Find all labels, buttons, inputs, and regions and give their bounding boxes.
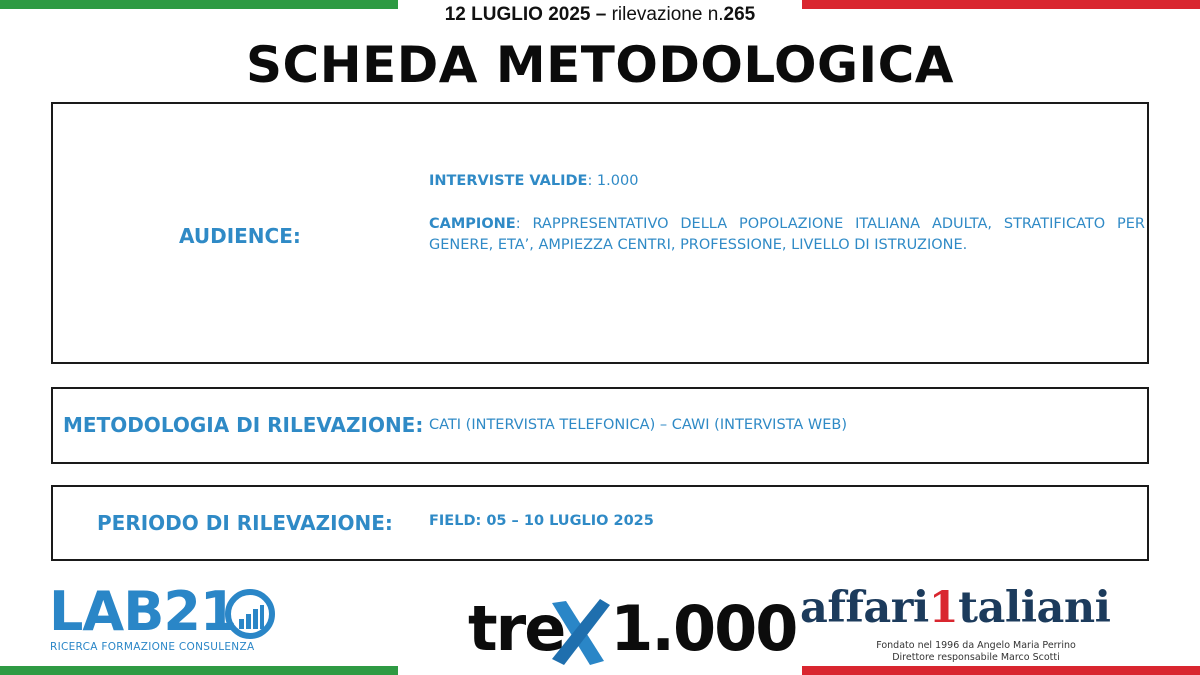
bar-chart-icon [237, 603, 265, 631]
survey-label: rilevazione n. [611, 4, 724, 25]
affaritaliani-logo [800, 580, 1152, 666]
sample-value: : RAPPRESENTATIVO DELLA POPOLAZIONE ITALIANA ADULTA, STRATIFICATO PER GENERE, ETA’, AMPIEZZA CENTRI, PROFESSIONE, LIVELLO DI ISTRUZIONE. [429, 216, 1145, 253]
valid-interviews-label: INTERVISTE VALIDE [429, 173, 588, 189]
tre-prefix: tre [468, 592, 565, 665]
audience-box [51, 102, 1149, 364]
flag-stripe-green-bottom [0, 666, 398, 675]
affari-part1: affari [800, 583, 929, 633]
survey-date: 12 LUGLIO 2025 [444, 4, 591, 25]
period-label: PERIODO DI RILEVAZIONE: [97, 511, 393, 535]
sample-description [429, 214, 1145, 256]
affari-founder-line: Fondato nel 1996 da Angelo Maria Perrino [876, 640, 1076, 651]
lab21-logo [49, 580, 279, 655]
tre-wordmark [468, 593, 796, 665]
methodology-value: CATI (INTERVISTA TELEFONICA) – CAWI (INTERVISTA WEB) [429, 417, 848, 433]
dateline [0, 4, 1200, 26]
sample-label: CAMPIONE [429, 216, 516, 232]
cross-mark-icon [542, 595, 614, 669]
audience-label: AUDIENCE: [179, 224, 301, 248]
methodology-label: METODOLOGIA DI RILEVAZIONE: [63, 413, 424, 437]
affari-red-one: 1 [928, 583, 959, 633]
page-title: SCHEDA METODOLOGICA [246, 36, 954, 94]
flag-stripe-red-bottom [802, 666, 1200, 675]
dateline-separator: – [590, 4, 612, 25]
lab21-tagline: RICERCA FORMAZIONE CONSULENZA [50, 641, 255, 653]
period-box [51, 485, 1149, 561]
lab21-wordmark: LAB21 [49, 580, 237, 643]
valid-interviews-value: : 1.000 [587, 173, 639, 189]
valid-interviews [429, 173, 638, 189]
period-value: FIELD: 05 – 10 LUGLIO 2025 [429, 513, 654, 529]
affari-director-line: Direttore responsabile Marco Scotti [892, 652, 1060, 663]
tre-per-mille-logo [468, 592, 797, 671]
methodology-box [51, 387, 1149, 464]
tre-suffix: 1.000 [610, 592, 797, 665]
affari-part3: taliani [958, 583, 1111, 633]
survey-number: 265 [723, 4, 756, 25]
affaritaliani-wordmark [800, 580, 1111, 636]
